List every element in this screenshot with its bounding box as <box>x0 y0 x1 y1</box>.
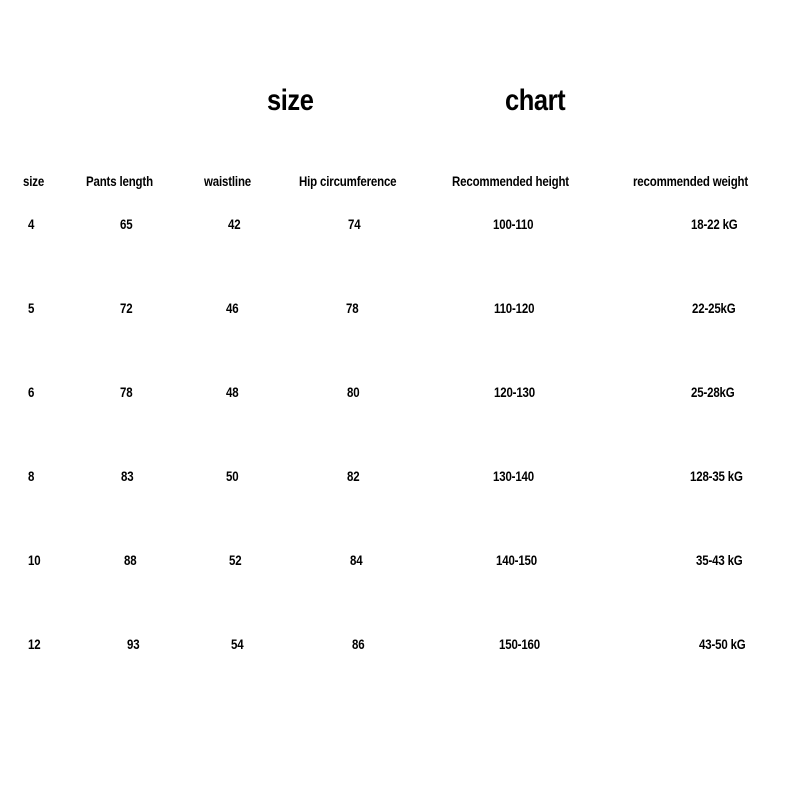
cell-size: 5 <box>28 300 35 316</box>
header-recommended-weight: recommended weight <box>633 173 749 189</box>
header-size: size <box>23 173 45 189</box>
cell-weight: 128-35 kG <box>690 468 743 484</box>
cell-pants-length: 72 <box>120 300 133 316</box>
cell-weight: 22-25kG <box>692 300 736 316</box>
cell-weight: 18-22 kG <box>691 216 738 232</box>
cell-waistline: 54 <box>231 636 244 652</box>
cell-size: 8 <box>28 468 35 484</box>
cell-size: 10 <box>28 552 41 568</box>
cell-waistline: 46 <box>226 300 239 316</box>
cell-hip: 80 <box>347 384 360 400</box>
cell-pants-length: 83 <box>121 468 134 484</box>
cell-waistline: 48 <box>226 384 239 400</box>
cell-size: 6 <box>28 384 35 400</box>
cell-size: 4 <box>28 216 35 232</box>
cell-hip: 78 <box>346 300 359 316</box>
header-pants-length: Pants length <box>86 173 153 189</box>
header-hip-circumference: Hip circumference <box>299 173 397 189</box>
cell-hip: 86 <box>352 636 365 652</box>
cell-pants-length: 78 <box>120 384 133 400</box>
cell-pants-length: 93 <box>127 636 140 652</box>
cell-waistline: 52 <box>229 552 242 568</box>
cell-height: 140-150 <box>496 552 537 568</box>
cell-pants-length: 88 <box>124 552 137 568</box>
cell-hip: 84 <box>350 552 363 568</box>
cell-pants-length: 65 <box>120 216 133 232</box>
cell-height: 130-140 <box>493 468 534 484</box>
title-size: size <box>267 84 314 117</box>
cell-height: 150-160 <box>499 636 540 652</box>
cell-hip: 74 <box>348 216 361 232</box>
cell-size: 12 <box>28 636 41 652</box>
header-recommended-height: Recommended height <box>452 173 569 189</box>
cell-weight: 35-43 kG <box>696 552 743 568</box>
cell-weight: 43-50 kG <box>699 636 746 652</box>
cell-height: 100-110 <box>493 216 534 232</box>
cell-hip: 82 <box>347 468 360 484</box>
cell-height: 110-120 <box>494 300 535 316</box>
cell-waistline: 42 <box>228 216 241 232</box>
header-waistline: waistline <box>204 173 252 189</box>
title-chart: chart <box>505 84 566 117</box>
cell-waistline: 50 <box>226 468 239 484</box>
cell-height: 120-130 <box>494 384 535 400</box>
cell-weight: 25-28kG <box>691 384 735 400</box>
